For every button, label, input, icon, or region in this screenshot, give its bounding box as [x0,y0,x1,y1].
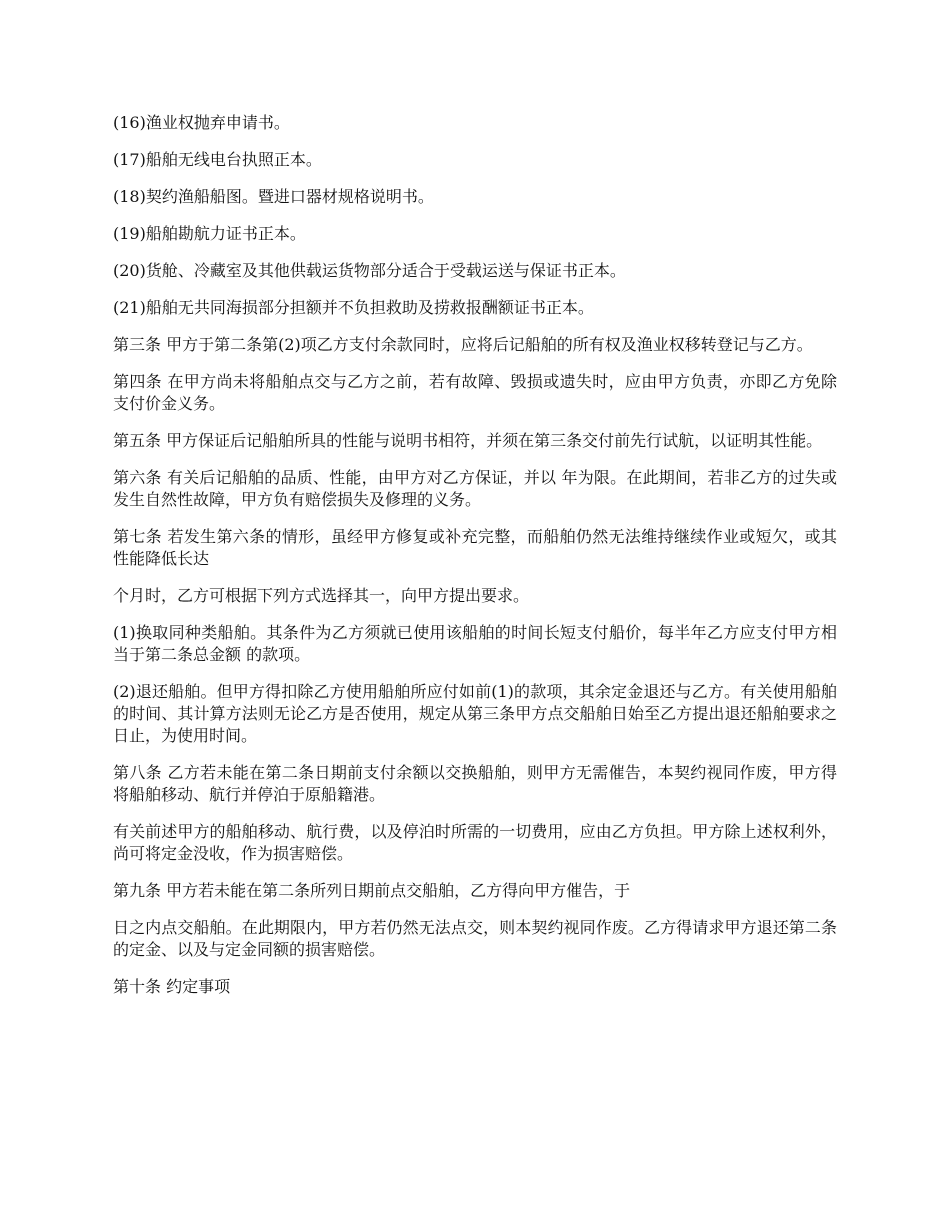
paragraph: 第十条 约定事项 [113,977,231,996]
paragraph: 第五条 甲方保证后记船舶所具的性能与说明书相符，并须在第三条交付前先行试航，以证明其性能。 [113,431,823,450]
paragraph: (20)货舱、冷藏室及其他供载运货物部分适合于受载运送与保证书正本。 [113,261,626,280]
paragraph: (1)换取同种类船舶。其条件为乙方须就已使用该船舶的时间长短支付船价，每半年乙方应支付甲方相当于第二条总金额 的款项。 [113,623,837,664]
document-body [113,112,837,1013]
paragraph: 有关前述甲方的船舶移动、航行费，以及停泊时所需的一切费用，应由乙方负担。甲方除上述权利外，尚可将定金没收，作为损害赔偿。 [113,822,837,863]
paragraph: 日之内点交船舶。在此期限内，甲方若仍然无法点交，则本契约视同作废。乙方得请求甲方退还第二条的定金、以及与定金同额的损害赔偿。 [113,918,837,959]
paragraph: 第九条 甲方若未能在第二条所列日期前点交船舶，乙方得向甲方催告，于 [113,881,631,900]
paragraph: 第八条 乙方若未能在第二条日期前支付余额以交换船舶，则甲方无需催告，本契约视同作废，甲方得将船舶移动、航行并停泊于原船籍港。 [113,763,837,804]
paragraph: 第七条 若发生第六条的情形，虽经甲方修复或补充完整，而船舶仍然无法维持继续作业或短欠，或其性能降低长达 [113,527,837,568]
paragraph: 第四条 在甲方尚未将船舶点交与乙方之前，若有故障、毁损或遗失时，应由甲方负责，亦即乙方免除支付价金义务。 [113,372,837,413]
paragraph: 个月时，乙方可根据下列方式选择其一，向甲方提出要求。 [113,586,530,605]
paragraph: (17)船舶无线电台执照正本。 [113,150,322,169]
paragraph: (18)契约渔船船图。暨进口器材规格说明书。 [113,187,434,206]
paragraph: (16)渔业权抛弃申请书。 [113,113,290,132]
paragraph: 第六条 有关后记船舶的品质、性能，由甲方对乙方保证，并以 年为限。在此期间，若非乙方的过失或发生自然性故障，甲方负有赔偿损失及修理的义务。 [113,468,837,509]
paragraph: (19)船舶勘航力证书正本。 [113,224,306,243]
paragraph: (2)退还船舶。但甲方得扣除乙方使用船舶所应付如前(1)的款项，其余定金退还与乙方。有关使用船舶的时间、其计算方法则无论乙方是否使用，规定从第三条甲方点交船舶日始至乙方提出退还船舶要求之日止，为使用时间。 [113,682,837,745]
paragraph: (21)船舶无共同海损部分担额并不负担救助及捞救报酬额证书正本。 [113,298,594,317]
paragraph: 第三条 甲方于第二条第(2)项乙方支付余款同时，应将后记船舶的所有权及渔业权移转登记与乙方。 [113,335,813,354]
